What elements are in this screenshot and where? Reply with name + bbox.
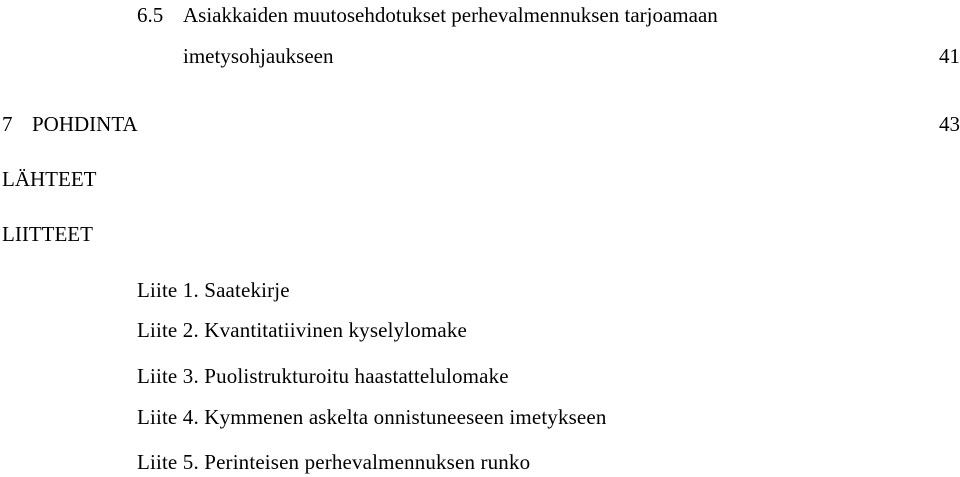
toc-entry-chapter-7[interactable] (0, 110, 960, 138)
appendix-item-1[interactable]: Liite 1. Saatekirje (137, 278, 290, 302)
toc-chapter-title: POHDINTA (32, 112, 138, 136)
appendix-item-2[interactable]: Liite 2. Kvantitatiivinen kyselylomake (137, 318, 467, 342)
toc-references-title: LÄHTEET (2, 167, 97, 191)
toc-entry-number: 6.5 (137, 3, 164, 27)
toc-entry-title-continuation: imetysohjaukseen (183, 44, 334, 68)
toc-chapter-number: 7 (2, 112, 13, 136)
toc-entry-6-5-continuation[interactable] (0, 42, 960, 70)
appendix-item-4[interactable]: Liite 4. Kymmenen askelta onnistuneeseen imetykseen (137, 405, 607, 429)
toc-entry-title: Asiakkaiden muutosehdotukset perhevalmennuksen tarjoamaan (183, 3, 718, 27)
toc-appendices-title: LIITTEET (2, 222, 93, 246)
toc-entry-references[interactable] (0, 165, 960, 193)
toc-chapter-page-number: 43 (939, 112, 960, 136)
toc-entry-6-5[interactable] (0, 1, 960, 29)
appendix-item-3[interactable]: Liite 3. Puolistrukturoitu haastattelulomake (137, 364, 509, 388)
toc-entry-page-number: 41 (939, 44, 960, 68)
toc-entry-appendices[interactable] (0, 220, 960, 248)
appendix-item-5[interactable]: Liite 5. Perinteisen perhevalmennuksen runko (137, 450, 531, 474)
